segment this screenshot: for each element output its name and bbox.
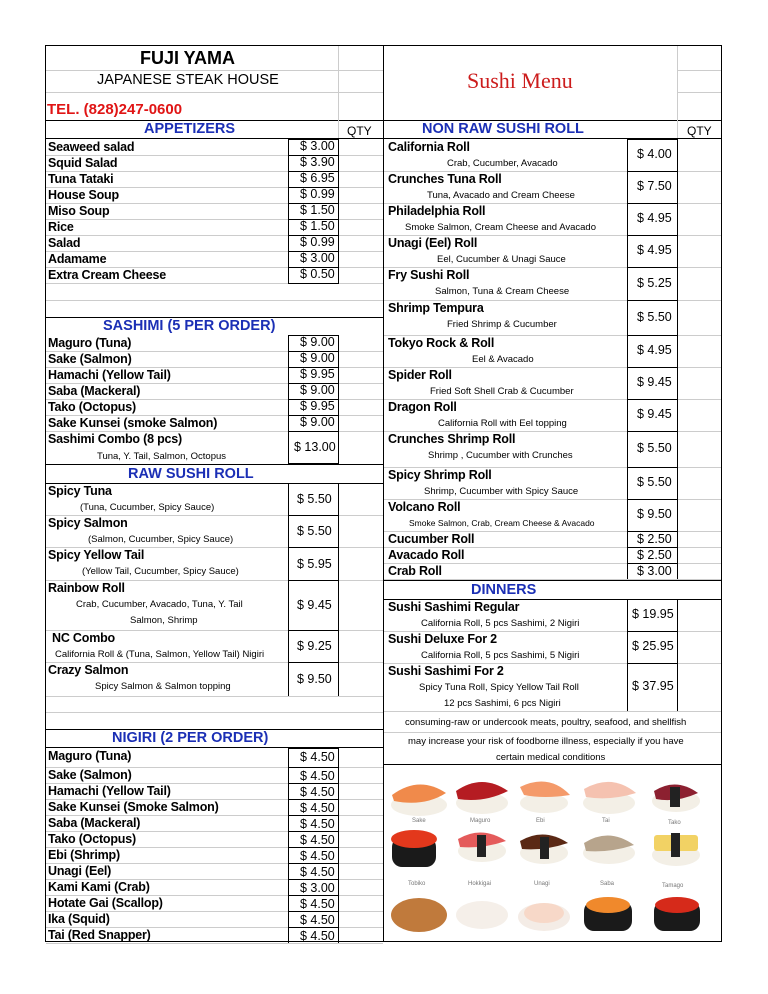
- price-text: $ 9.00: [300, 383, 335, 397]
- appetizer-item: Extra Cream Cheese: [48, 268, 166, 282]
- appetizer-item: House Soup: [48, 188, 119, 202]
- appetizer-item: Tuna Tataki: [48, 172, 114, 186]
- nigiri-item: Maguro (Tuna): [48, 749, 132, 763]
- price-text: $ 4.50: [300, 849, 335, 863]
- nigiri-item: Hamachi (Yellow Tail): [48, 784, 171, 798]
- price-text: $ 5.25: [637, 276, 672, 290]
- nigiri-item: Kami Kami (Crab): [48, 880, 150, 894]
- price-text: $ 4.95: [637, 211, 672, 225]
- nonraw-roll-item: Dragon Roll: [388, 400, 457, 414]
- price-text: $ 9.00: [300, 335, 335, 349]
- sashimi-item: Sake Kunsei (smoke Salmon): [48, 416, 218, 430]
- qty-label-left: QTY: [347, 124, 372, 138]
- nigiri-item: Ebi (Shrimp): [48, 848, 120, 862]
- grid-line: [46, 92, 383, 93]
- price-text: $ 3.90: [300, 155, 335, 169]
- ika-nigiri-illustration: [456, 901, 508, 929]
- price-text: $ 1.50: [300, 203, 335, 217]
- price-text: $ 4.50: [300, 785, 335, 799]
- price-text: $ 4.50: [300, 801, 335, 815]
- menu-title: Sushi Menu: [467, 68, 573, 93]
- appetizer-item: Squid Salad: [48, 156, 118, 170]
- row-line: [46, 696, 383, 697]
- photo-label-saba: Saba: [600, 881, 615, 887]
- tamago-nigiri-illustration: [652, 833, 700, 866]
- price-text: $ 5.95: [297, 557, 332, 571]
- item-description: Fried Shrimp & Cucumber: [447, 319, 557, 330]
- price-text: $ 3.00: [300, 881, 335, 895]
- saba-nigiri-illustration: [583, 835, 635, 864]
- price-text: $ 7.50: [637, 179, 672, 193]
- appetizer-item: Miso Soup: [48, 204, 110, 218]
- price-text: $ 9.45: [637, 375, 672, 389]
- price-text: $ 3.00: [637, 564, 672, 578]
- photo-label-sake: Sake: [412, 818, 426, 824]
- tobiko-gunkan-illustration: [391, 830, 437, 867]
- price-text: $ 4.50: [300, 817, 335, 831]
- nigiri-item: Hotate Gai (Scallop): [48, 896, 163, 910]
- photo-label-tamago: Tamago: [662, 883, 684, 889]
- sushi-photo: [384, 765, 721, 941]
- price-text: $ 2.50: [637, 548, 672, 562]
- nigiri-item: Unagi (Eel): [48, 864, 112, 878]
- item-description: California Roll & (Tuna, Salmon, Yellow Tail) Nigiri: [55, 649, 265, 660]
- raw-roll-item: Rainbow Roll: [48, 581, 125, 595]
- price-text: $ 5.50: [637, 475, 672, 489]
- item-description: Tuna, Avacado and Cream Cheese: [427, 190, 575, 201]
- photo-label-tako: Tako: [668, 820, 681, 826]
- appetizer-item: Seaweed salad: [48, 140, 135, 154]
- price-text: $ 2.50: [637, 532, 672, 546]
- row-line: [46, 300, 383, 301]
- price-text: $ 9.95: [300, 399, 335, 413]
- price-text: $ 1.50: [300, 219, 335, 233]
- row-line: [46, 712, 383, 713]
- photo-label-unagi: Unagi: [534, 881, 550, 887]
- photo-label-hokkigai: Hokkigai: [468, 881, 492, 887]
- item-description: California Roll with Eel topping: [438, 418, 567, 429]
- nigiri-item: Saba (Mackeral): [48, 816, 141, 830]
- item-description: (Salmon, Cucumber, Spicy Sauce): [88, 534, 234, 545]
- dinner-item: Sushi Sashimi For 2: [388, 664, 504, 678]
- warning-line-1: consuming-raw or undercook meats, poultry, seafood, and shellfish: [405, 717, 687, 728]
- price-text: $ 37.95: [632, 679, 674, 693]
- price-text: $ 9.50: [297, 672, 332, 686]
- warning-line-3: certain medical conditions: [496, 752, 606, 763]
- price-text: $ 5.50: [637, 310, 672, 324]
- raw-roll-item: Crazy Salmon: [48, 663, 129, 677]
- hotate-nigiri-illustration: [518, 903, 570, 931]
- nonraw-roll-item: California Roll: [388, 140, 470, 154]
- raw-roll-item: Spicy Tuna: [48, 484, 112, 498]
- item-description: Crab, Cucumber, Avacado: [447, 158, 558, 169]
- appetizer-item: Rice: [48, 220, 74, 234]
- grid-line: [46, 70, 383, 71]
- nigiri-item: Ika (Squid): [48, 912, 110, 926]
- price-text: $ 6.95: [300, 171, 335, 185]
- appetizer-item: Salad: [48, 236, 81, 250]
- photo-label-tai: Tai: [602, 818, 610, 824]
- nonraw-roll-item: Crunches Shrimp Roll: [388, 432, 516, 446]
- price-text: $ 0.99: [300, 187, 335, 201]
- price-text: $ 4.00: [637, 147, 672, 161]
- item-description: Spicy Tuna Roll, Spicy Yellow Tail Roll: [419, 682, 579, 693]
- row-line: [46, 943, 383, 944]
- dinner-item: Sushi Sashimi Regular: [388, 600, 520, 614]
- nigiri-item: Tako (Octopus): [48, 832, 136, 846]
- price-text: $ 25.95: [632, 639, 674, 653]
- item-description: California Roll, 5 pcs Sashimi, 5 Nigiri: [421, 650, 580, 661]
- section-title-appetizers: APPETIZERS: [144, 121, 236, 137]
- unagi-nigiri-illustration: [520, 834, 568, 864]
- nonraw-roll-item: Tokyo Rock & Roll: [388, 336, 495, 350]
- appetizer-item: Adamame: [48, 252, 107, 266]
- sashimi-item: Hamachi (Yellow Tail): [48, 368, 171, 382]
- raw-roll-item: NC Combo: [52, 631, 115, 645]
- dinner-item: Sushi Deluxe For 2: [388, 632, 497, 646]
- price-text: $ 9.45: [637, 407, 672, 421]
- price-text: $ 4.50: [300, 913, 335, 927]
- tako-nigiri-illustration: [652, 784, 700, 812]
- grid-line: [338, 46, 339, 138]
- restaurant-name: FUJI YAMA: [140, 48, 236, 68]
- price-text: $ 4.50: [300, 865, 335, 879]
- nonraw-roll-item: Avacado Roll: [388, 548, 465, 562]
- section-rule: [45, 138, 722, 139]
- price-text: $ 9.45: [297, 598, 332, 612]
- nonraw-roll-item: Spicy Shrimp Roll: [388, 468, 492, 482]
- nonraw-roll-item: Crunches Tuna Roll: [388, 172, 502, 186]
- price-text: $ 0.99: [300, 235, 335, 249]
- section-title-nonraw: NON RAW SUSHI ROLL: [422, 121, 584, 137]
- item-description: Shrimp, Cucumber with Spicy Sauce: [424, 486, 579, 497]
- item-description: Fried Soft Shell Crab & Cucumber: [430, 386, 574, 397]
- grid-line: [677, 46, 678, 138]
- section-rule: [384, 580, 722, 581]
- sashimi-item: Sake (Salmon): [48, 352, 132, 366]
- section-title-dinners: DINNERS: [471, 582, 537, 598]
- price-text: $ 4.50: [300, 769, 335, 783]
- price-text: $ 19.95: [632, 607, 674, 621]
- item-description: Shrimp , Cucumber with Crunches: [428, 450, 573, 461]
- price-text: $ 0.50: [300, 267, 335, 281]
- maguro-nigiri-illustration: [456, 782, 508, 814]
- sashimi-item: Maguro (Tuna): [48, 336, 132, 350]
- price-text: $ 9.50: [637, 507, 672, 521]
- item-description: Salmon, Tuna & Cream Cheese: [435, 286, 570, 297]
- price-text: $ 4.50: [300, 750, 335, 764]
- price-text: $ 3.00: [300, 139, 335, 153]
- masago-gunkan-illustration: [654, 897, 700, 931]
- sake-nigiri-illustration: [391, 784, 447, 816]
- phone-number: TEL. (828)247-0600: [47, 101, 183, 118]
- sashimi-combo-desc: Tuna, Y. Tail, Salmon, Octopus: [97, 451, 227, 462]
- nonraw-roll-item: Fry Sushi Roll: [388, 268, 470, 282]
- item-description: (Yellow Tail, Cucumber, Spicy Sauce): [82, 566, 239, 577]
- warning-line-2: may increase your risk of foodborne illness, especially if you have: [408, 736, 684, 747]
- hokkigai-nigiri-illustration: [458, 832, 506, 862]
- item-description: 12 pcs Sashimi, 6 pcs Nigiri: [444, 698, 561, 709]
- nonraw-roll-item: Philadelphia Roll: [388, 204, 486, 218]
- item-description: Smoke Salmon, Cream Cheese and Avacado: [405, 222, 596, 233]
- row-line: [384, 711, 721, 712]
- price-text: $ 9.25: [297, 639, 332, 653]
- section-title-raw-roll: RAW SUSHI ROLL: [128, 466, 254, 482]
- nonraw-roll-item: Spider Roll: [388, 368, 452, 382]
- item-description: Eel & Avacado: [472, 354, 534, 365]
- nonraw-roll-item: Crab Roll: [388, 564, 442, 578]
- price-text: $ 5.50: [637, 441, 672, 455]
- price-text: $ 4.95: [637, 243, 672, 257]
- raw-roll-item: Spicy Salmon: [48, 516, 128, 530]
- sashimi-item: Tako (Octopus): [48, 400, 136, 414]
- nigiri-item: Tai (Red Snapper): [48, 928, 151, 942]
- section-title-nigiri: NIGIRI (2 PER ORDER): [112, 730, 269, 746]
- price-text: $ 4.95: [637, 343, 672, 357]
- price-text: $ 4.50: [300, 897, 335, 911]
- item-description: Spicy Salmon & Salmon topping: [95, 681, 231, 692]
- nonraw-roll-item: Shrimp Tempura: [388, 301, 484, 315]
- item-description: (Tuna, Cucumber, Spicy Sauce): [80, 502, 215, 513]
- photo-label-ebi: Ebi: [536, 818, 545, 824]
- price-text: $ 5.50: [297, 492, 332, 506]
- row-line: [384, 732, 721, 733]
- price-text: $ 5.50: [297, 524, 332, 538]
- nigiri-item: Sake (Salmon): [48, 768, 132, 782]
- section-rule: [45, 120, 722, 121]
- price-text: $ 4.50: [300, 833, 335, 847]
- price-text: $ 9.00: [300, 415, 335, 429]
- price-text: $ 3.00: [300, 251, 335, 265]
- qty-label-right: QTY: [687, 124, 712, 138]
- grid-line: [677, 70, 721, 71]
- item-description: Eel, Cucumber & Unagi Sauce: [437, 254, 566, 265]
- nigiri-item: Sake Kunsei (Smoke Salmon): [48, 800, 219, 814]
- restaurant-subtitle: JAPANESE STEAK HOUSE: [97, 72, 279, 88]
- price-text: $ 13.00: [294, 440, 336, 454]
- photo-label-maguro: Maguro: [470, 818, 491, 824]
- raw-roll-item: Spicy Yellow Tail: [48, 548, 145, 562]
- item-description: Smoke Salmon, Crab, Cream Cheese & Avacado: [409, 518, 595, 528]
- price-text: $ 9.95: [300, 367, 335, 381]
- price-text: $ 9.00: [300, 351, 335, 365]
- ikura-gunkan-illustration: [584, 897, 632, 931]
- tai-nigiri-illustration: [583, 782, 636, 814]
- nonraw-roll-item: Volcano Roll: [388, 500, 461, 514]
- grid-line: [677, 92, 721, 93]
- nonraw-roll-item: Cucumber Roll: [388, 532, 475, 546]
- item-description: Crab, Cucumber, Avacado, Tuna, Y. Tail: [76, 599, 243, 610]
- section-title-sashimi: SASHIMI (5 PER ORDER): [103, 318, 276, 334]
- price-text: $ 4.50: [300, 929, 335, 943]
- nonraw-roll-item: Unagi (Eel) Roll: [388, 236, 478, 250]
- ebi-nigiri-illustration: [520, 782, 570, 813]
- item-description: Salmon, Shrimp: [130, 615, 198, 626]
- item-description: California Roll, 5 pcs Sashimi, 2 Nigiri: [421, 618, 580, 629]
- sashimi-combo-name: Sashimi Combo (8 pcs): [48, 432, 183, 446]
- section-rule: [45, 464, 384, 465]
- inari-illustration: [391, 898, 447, 932]
- photo-label-tobiko: Tobiko: [408, 881, 426, 887]
- sashimi-item: Saba (Mackeral): [48, 384, 141, 398]
